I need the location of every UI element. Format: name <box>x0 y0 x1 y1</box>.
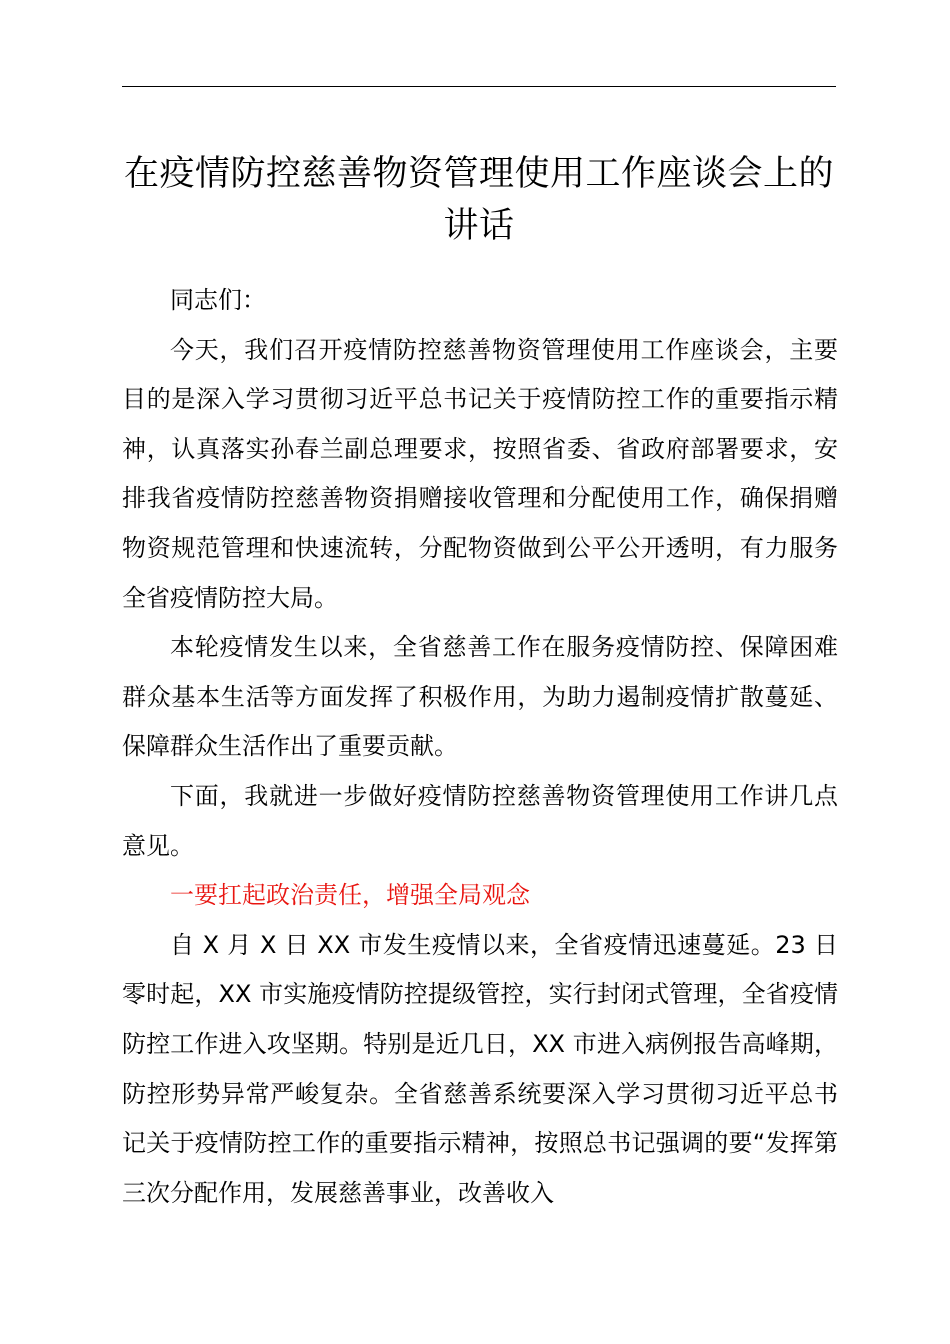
title-line-1: 在疫情防控慈善物资管理使用工作座谈会上的 <box>123 154 834 194</box>
section-heading: 一要扛起政治责任，增强全局观念 <box>170 881 530 910</box>
paragraph-2: 本轮疫情发生以来，全省慈善工作在服务疫情防控、保障困难群众基本生活等方面发挥了积极作用，为助力遏制疫情扩散蔓延、保障群众生活作出了重要贡献。 <box>122 633 838 761</box>
salutation: 同志们： <box>170 286 266 314</box>
document-body <box>122 276 838 1218</box>
section-paragraph: 自 X 月 X 日 XX 市发生疫情以来，全省疫情迅速蔓延。23 日零时起，XX 市实施疫情防控提级管控，实行封闭式管理，全省疫情防控工作进入攻坚期。特别是近几日，XX 市进入病例报告高峰期，防控形势异常严峻复杂。全省慈善系统要深入学习贯彻习近平总书记关于疫情防控工作的重要指示精神，按照总书记强调的要“发挥第三次分配作用，发展慈善事业，改善收入 <box>122 930 838 1207</box>
header-rule <box>122 86 836 87</box>
title-line-2: 讲话 <box>443 206 515 246</box>
document-title <box>118 148 840 252</box>
paragraph-3: 下面，我就进一步做好疫情防控慈善物资管理使用工作讲几点意见。 <box>122 781 838 860</box>
paragraph-1: 今天，我们召开疫情防控慈善物资管理使用工作座谈会，主要目的是深入学习贯彻习近平总书记关于疫情防控工作的重要指示精神，认真落实孙春兰副总理要求，按照省委、省政府部署要求，安排我省疫情防控慈善物资捐赠接收管理和分配使用工作，确保捐赠物资规范管理和快速流转，分配物资做到公平公开透明，有力服务全省疫情防控大局。 <box>122 335 838 612</box>
